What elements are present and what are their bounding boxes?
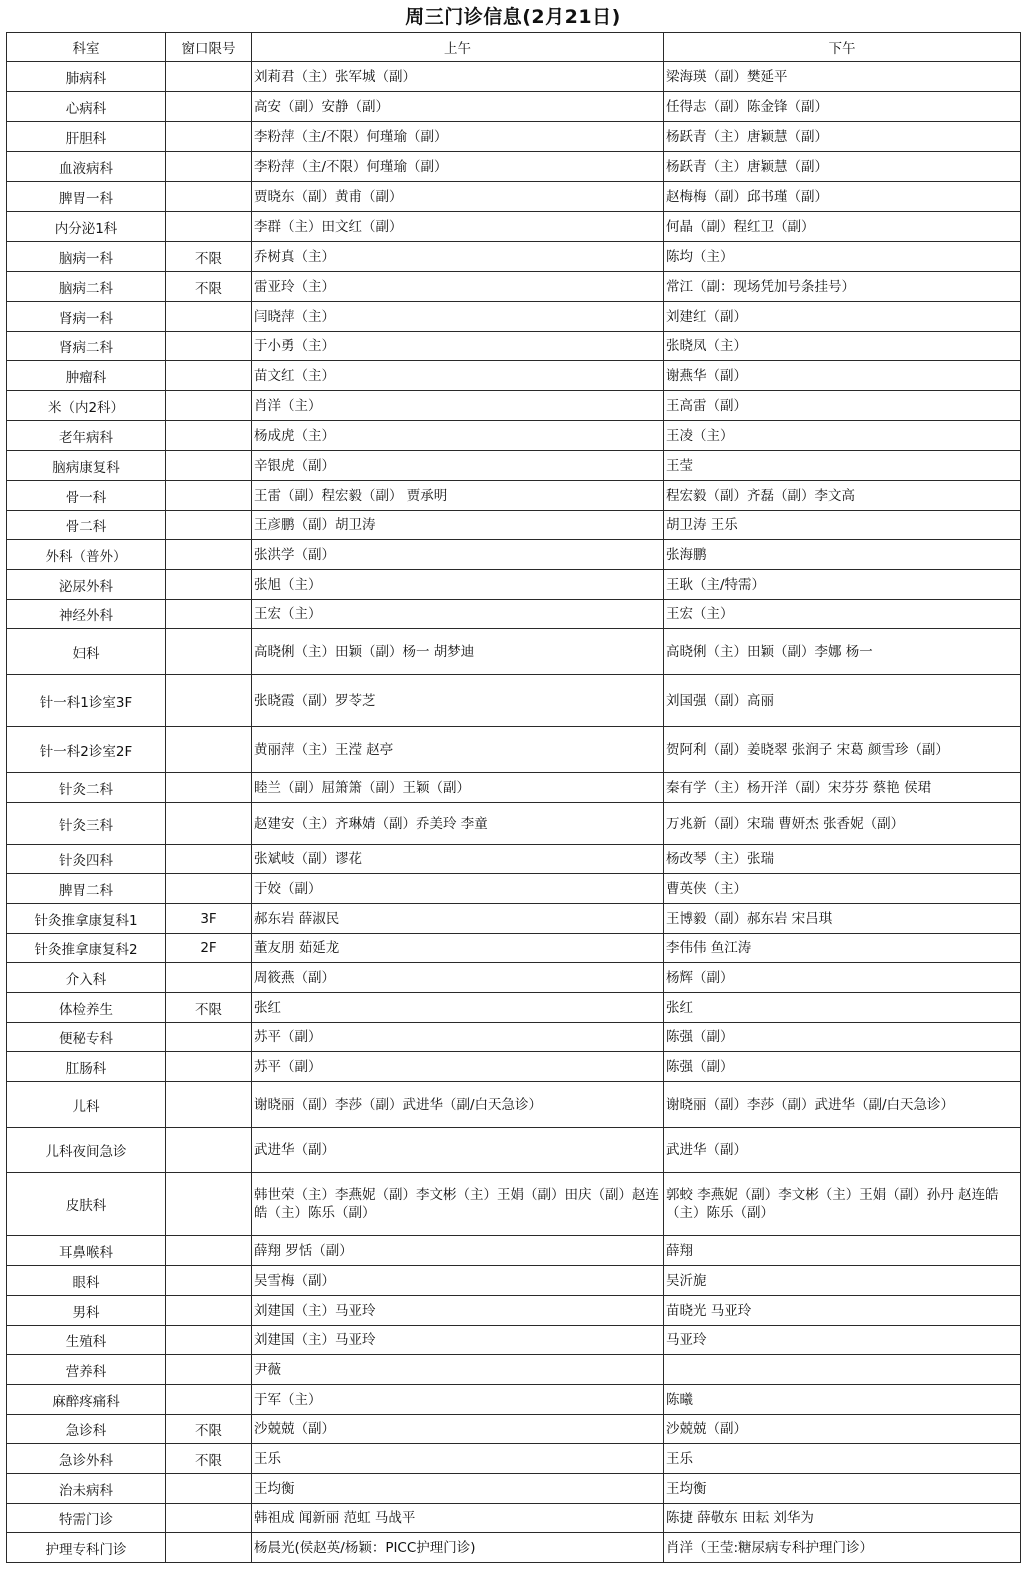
row-am: 王均衡 xyxy=(252,1474,664,1504)
table-row xyxy=(7,1474,1021,1504)
row-pm: 秦有学（主）杨开洋（副）宋芬芬 蔡艳 侯珺 xyxy=(664,773,1021,803)
row-window xyxy=(166,727,252,773)
row-window xyxy=(166,1474,252,1504)
table-row xyxy=(7,1173,1021,1236)
row-am: 王彦鹏（副）胡卫涛 xyxy=(252,511,664,540)
table-row xyxy=(7,332,1021,361)
table-row xyxy=(7,92,1021,122)
row-am: 赵建安（主）齐琳婧（副）乔美玲 李童 xyxy=(252,803,664,845)
table-row xyxy=(7,242,1021,272)
row-pm: 程宏毅（副）齐磊（副）李文高 xyxy=(664,481,1021,511)
header-pm: 下午 xyxy=(664,33,1021,62)
row-dept: 眼科 xyxy=(7,1266,166,1296)
row-am: 闫晓萍（主） xyxy=(252,302,664,332)
row-window xyxy=(166,1504,252,1533)
table-row xyxy=(7,1082,1021,1128)
row-pm: 何晶（副）程红卫（副） xyxy=(664,212,1021,242)
row-pm: 梁海瑛（副）樊延平 xyxy=(664,62,1021,92)
row-pm: 王莹 xyxy=(664,451,1021,481)
row-window xyxy=(166,361,252,391)
table-row xyxy=(7,993,1021,1023)
row-window xyxy=(166,152,252,182)
row-window xyxy=(166,629,252,675)
row-am: 杨成虎（主） xyxy=(252,421,664,451)
row-dept: 米（内2科） xyxy=(7,391,166,421)
row-pm: 谢燕华（副） xyxy=(664,361,1021,391)
row-dept: 介入科 xyxy=(7,963,166,993)
row-am: 张旭（主） xyxy=(252,570,664,600)
row-dept: 心病科 xyxy=(7,92,166,122)
row-dept: 特需门诊 xyxy=(7,1504,166,1533)
row-am: 韩世荣（主）李燕妮（副）李文彬（主）王娟（副）田庆（副）赵连皓（主）陈乐（副） xyxy=(252,1173,664,1236)
row-dept: 体检养生 xyxy=(7,993,166,1023)
row-window xyxy=(166,845,252,874)
row-dept: 便秘专科 xyxy=(7,1023,166,1052)
row-pm: 陈均（主） xyxy=(664,242,1021,272)
row-window xyxy=(166,1326,252,1355)
row-window xyxy=(166,1533,252,1563)
row-dept: 营养科 xyxy=(7,1355,166,1385)
row-pm: 王高雷（副） xyxy=(664,391,1021,421)
row-dept: 血液病科 xyxy=(7,152,166,182)
row-dept: 急诊科 xyxy=(7,1415,166,1444)
row-dept: 脑病一科 xyxy=(7,242,166,272)
row-window: 不限 xyxy=(166,242,252,272)
row-am: 于小勇（主） xyxy=(252,332,664,361)
table-row xyxy=(7,570,1021,600)
row-window xyxy=(166,1173,252,1236)
row-window xyxy=(166,451,252,481)
table-row xyxy=(7,1355,1021,1385)
row-dept: 护理专科门诊 xyxy=(7,1533,166,1563)
row-dept: 肺病科 xyxy=(7,62,166,92)
schedule-table xyxy=(6,32,1021,1563)
row-dept: 儿科 xyxy=(7,1082,166,1128)
header-row xyxy=(7,33,1021,62)
row-dept: 肾病一科 xyxy=(7,302,166,332)
table-row xyxy=(7,675,1021,727)
row-window xyxy=(166,540,252,570)
table-row xyxy=(7,600,1021,629)
table-row xyxy=(7,540,1021,570)
row-pm: 刘国强（副）高丽 xyxy=(664,675,1021,727)
table-row xyxy=(7,874,1021,904)
row-dept: 急诊外科 xyxy=(7,1444,166,1474)
row-window xyxy=(166,773,252,803)
header-window: 窗口限号 xyxy=(166,33,252,62)
row-dept: 老年病科 xyxy=(7,421,166,451)
row-am: 雷亚玲（主） xyxy=(252,272,664,302)
row-am: 郝东岩 薛淑民 xyxy=(252,904,664,934)
row-pm: 李伟伟 鱼江涛 xyxy=(664,934,1021,963)
row-pm: 张红 xyxy=(664,993,1021,1023)
table-row xyxy=(7,904,1021,934)
table-row xyxy=(7,1385,1021,1415)
row-pm: 陈强（副） xyxy=(664,1052,1021,1082)
row-window xyxy=(166,1052,252,1082)
row-pm: 谢晓丽（副）李莎（副）武进华（副/白天急诊） xyxy=(664,1082,1021,1128)
row-am: 吴雪梅（副） xyxy=(252,1266,664,1296)
row-dept: 针一科1诊室3F xyxy=(7,675,166,727)
table-row xyxy=(7,1052,1021,1082)
row-dept: 肛肠科 xyxy=(7,1052,166,1082)
row-dept: 针灸三科 xyxy=(7,803,166,845)
table-row xyxy=(7,1023,1021,1052)
row-am: 睦兰（副）屈箫箫（副）王颖（副） xyxy=(252,773,664,803)
row-window xyxy=(166,212,252,242)
row-window xyxy=(166,182,252,212)
table-row xyxy=(7,1236,1021,1266)
row-pm: 王博毅（副）郝东岩 宋吕琪 xyxy=(664,904,1021,934)
row-dept: 针一科2诊室2F xyxy=(7,727,166,773)
row-pm: 肖洋（王莹:糖尿病专科护理门诊） xyxy=(664,1533,1021,1563)
row-dept: 内分泌1科 xyxy=(7,212,166,242)
row-window: 不限 xyxy=(166,1415,252,1444)
row-window: 3F xyxy=(166,904,252,934)
table-row xyxy=(7,511,1021,540)
row-dept: 皮肤科 xyxy=(7,1173,166,1236)
row-am: 武进华（副） xyxy=(252,1128,664,1173)
row-pm: 杨跃青（主）唐颖慧（副） xyxy=(664,122,1021,152)
row-dept: 针灸推拿康复科1 xyxy=(7,904,166,934)
row-am: 韩祖成 闻新丽 范虹 马战平 xyxy=(252,1504,664,1533)
row-pm: 王均衡 xyxy=(664,1474,1021,1504)
row-am: 苏平（副） xyxy=(252,1023,664,1052)
row-am: 乔树真（主） xyxy=(252,242,664,272)
table-row xyxy=(7,272,1021,302)
table-row xyxy=(7,773,1021,803)
row-am: 辛银虎（副） xyxy=(252,451,664,481)
page-title: 周三门诊信息(2月21日) xyxy=(405,6,621,28)
row-dept: 脾胃二科 xyxy=(7,874,166,904)
row-am: 苗文红（主） xyxy=(252,361,664,391)
row-am: 董友朋 茹延龙 xyxy=(252,934,664,963)
row-pm: 陈曦 xyxy=(664,1385,1021,1415)
row-am: 黄丽萍（主）王滢 赵亭 xyxy=(252,727,664,773)
table-row xyxy=(7,934,1021,963)
row-pm: 杨辉（副） xyxy=(664,963,1021,993)
row-window: 2F xyxy=(166,934,252,963)
table-row xyxy=(7,391,1021,421)
header-am: 上午 xyxy=(252,33,664,62)
row-pm: 常江（副：现场凭加号条挂号） xyxy=(664,272,1021,302)
row-am: 李群（主）田文红（副） xyxy=(252,212,664,242)
row-pm: 高晓俐（主）田颖（副）李娜 杨一 xyxy=(664,629,1021,675)
row-window xyxy=(166,302,252,332)
row-am: 刘建国（主）马亚玲 xyxy=(252,1326,664,1355)
row-window: 不限 xyxy=(166,993,252,1023)
row-pm: 武进华（副） xyxy=(664,1128,1021,1173)
row-dept: 脑病康复科 xyxy=(7,451,166,481)
row-am: 李粉萍（主/不限）何瑾瑜（副） xyxy=(252,122,664,152)
row-dept: 男科 xyxy=(7,1296,166,1326)
table-row xyxy=(7,1326,1021,1355)
row-dept: 骨二科 xyxy=(7,511,166,540)
row-pm: 王乐 xyxy=(664,1444,1021,1474)
row-dept: 针灸推拿康复科2 xyxy=(7,934,166,963)
row-am: 苏平（副） xyxy=(252,1052,664,1082)
row-window xyxy=(166,1128,252,1173)
row-window xyxy=(166,1355,252,1385)
row-pm: 贺阿利（副）姜晓翠 张润子 宋葛 颜雪珍（副） xyxy=(664,727,1021,773)
row-am: 张晓霞（副）罗苓芝 xyxy=(252,675,664,727)
row-pm: 沙兢兢（副） xyxy=(664,1415,1021,1444)
row-pm: 王宏（主） xyxy=(664,600,1021,629)
row-pm: 郭蛟 李燕妮（副）李文彬（主）王娟（副）孙丹 赵连皓（主）陈乐（副） xyxy=(664,1173,1021,1236)
table-row xyxy=(7,451,1021,481)
row-window: 不限 xyxy=(166,1444,252,1474)
row-am: 张洪学（副） xyxy=(252,540,664,570)
row-dept: 儿科夜间急诊 xyxy=(7,1128,166,1173)
table-row xyxy=(7,803,1021,845)
row-am: 周筱燕（副） xyxy=(252,963,664,993)
row-am: 谢晓丽（副）李莎（副）武进华（副/白天急诊） xyxy=(252,1082,664,1128)
table-row xyxy=(7,1444,1021,1474)
row-dept: 肿瘤科 xyxy=(7,361,166,391)
row-window xyxy=(166,1236,252,1266)
row-window xyxy=(166,1082,252,1128)
header-dept: 科室 xyxy=(7,33,166,62)
row-am: 沙兢兢（副） xyxy=(252,1415,664,1444)
row-pm: 苗晓光 马亚玲 xyxy=(664,1296,1021,1326)
row-dept: 肾病二科 xyxy=(7,332,166,361)
row-am: 于军（主） xyxy=(252,1385,664,1415)
table-row xyxy=(7,963,1021,993)
table-row xyxy=(7,1296,1021,1326)
row-pm: 曹英侠（主） xyxy=(664,874,1021,904)
row-pm: 杨改琴（主）张瑞 xyxy=(664,845,1021,874)
row-am: 于姣（副） xyxy=(252,874,664,904)
row-window xyxy=(166,1266,252,1296)
table-row xyxy=(7,302,1021,332)
row-dept: 生殖科 xyxy=(7,1326,166,1355)
row-dept: 脾胃一科 xyxy=(7,182,166,212)
row-dept: 妇科 xyxy=(7,629,166,675)
row-window xyxy=(166,511,252,540)
row-am: 王乐 xyxy=(252,1444,664,1474)
row-window xyxy=(166,675,252,727)
row-dept: 脑病二科 xyxy=(7,272,166,302)
row-pm: 薛翔 xyxy=(664,1236,1021,1266)
table-row xyxy=(7,1415,1021,1444)
table-row xyxy=(7,481,1021,511)
row-am: 尹薇 xyxy=(252,1355,664,1385)
row-am: 刘莉君（主）张军城（副） xyxy=(252,62,664,92)
row-dept: 针灸二科 xyxy=(7,773,166,803)
row-pm: 王耿（主/特需） xyxy=(664,570,1021,600)
row-window xyxy=(166,421,252,451)
row-window xyxy=(166,803,252,845)
row-window xyxy=(166,92,252,122)
row-am: 高晓俐（主）田颖（副）杨一 胡梦迪 xyxy=(252,629,664,675)
table-row xyxy=(7,361,1021,391)
row-pm: 万兆新（副）宋瑞 曹妍杰 张香妮（副） xyxy=(664,803,1021,845)
row-dept: 肝胆科 xyxy=(7,122,166,152)
row-dept: 麻醉疼痛科 xyxy=(7,1385,166,1415)
row-window xyxy=(166,481,252,511)
row-window xyxy=(166,874,252,904)
table-row xyxy=(7,727,1021,773)
row-am: 肖洋（主） xyxy=(252,391,664,421)
table-row xyxy=(7,62,1021,92)
table-row xyxy=(7,1533,1021,1563)
table-row xyxy=(7,1504,1021,1533)
row-am: 张斌岐（副）谬花 xyxy=(252,845,664,874)
row-pm: 王凌（主） xyxy=(664,421,1021,451)
row-window xyxy=(166,963,252,993)
row-pm: 张海鹏 xyxy=(664,540,1021,570)
table-row xyxy=(7,845,1021,874)
row-am: 李粉萍（主/不限）何瑾瑜（副） xyxy=(252,152,664,182)
schedule-sheet xyxy=(6,2,1020,1563)
row-pm: 胡卫涛 王乐 xyxy=(664,511,1021,540)
row-am: 杨晨光(侯赵英/杨颖：PICC护理门诊) xyxy=(252,1533,664,1563)
row-dept: 耳鼻喉科 xyxy=(7,1236,166,1266)
row-window xyxy=(166,1023,252,1052)
row-window xyxy=(166,570,252,600)
row-pm: 刘建红（副） xyxy=(664,302,1021,332)
table-row xyxy=(7,152,1021,182)
row-window xyxy=(166,1385,252,1415)
table-row xyxy=(7,212,1021,242)
row-am: 刘建国（主）马亚玲 xyxy=(252,1296,664,1326)
row-pm: 陈捷 薛敬东 田耘 刘华为 xyxy=(664,1504,1021,1533)
row-dept: 神经外科 xyxy=(7,600,166,629)
row-pm xyxy=(664,1355,1021,1385)
table-row xyxy=(7,122,1021,152)
row-window xyxy=(166,122,252,152)
row-pm: 杨跃青（主）唐颖慧（副） xyxy=(664,152,1021,182)
row-dept: 泌尿外科 xyxy=(7,570,166,600)
row-window xyxy=(166,1296,252,1326)
row-dept: 外科（普外） xyxy=(7,540,166,570)
row-window xyxy=(166,332,252,361)
row-am: 薛翔 罗恬（副） xyxy=(252,1236,664,1266)
table-row xyxy=(7,629,1021,675)
row-am: 王雷（副）程宏毅（副） 贾承明 xyxy=(252,481,664,511)
row-pm: 吴沂旎 xyxy=(664,1266,1021,1296)
row-am: 王宏（主） xyxy=(252,600,664,629)
row-dept: 针灸四科 xyxy=(7,845,166,874)
row-pm: 任得志（副）陈金锋（副） xyxy=(664,92,1021,122)
row-dept: 治未病科 xyxy=(7,1474,166,1504)
row-pm: 马亚玲 xyxy=(664,1326,1021,1355)
table-row xyxy=(7,1266,1021,1296)
row-dept: 骨一科 xyxy=(7,481,166,511)
row-am: 张红 xyxy=(252,993,664,1023)
row-window xyxy=(166,62,252,92)
table-row xyxy=(7,182,1021,212)
row-pm: 赵梅梅（副）邱书瑾（副） xyxy=(664,182,1021,212)
row-window xyxy=(166,391,252,421)
row-am: 贾晓东（副）黄甫（副） xyxy=(252,182,664,212)
table-row xyxy=(7,1128,1021,1173)
table-row xyxy=(7,421,1021,451)
row-pm: 张晓凤（主） xyxy=(664,332,1021,361)
row-am: 高安（副）安静（副） xyxy=(252,92,664,122)
row-pm: 陈强（副） xyxy=(664,1023,1021,1052)
row-window xyxy=(166,600,252,629)
row-window: 不限 xyxy=(166,272,252,302)
